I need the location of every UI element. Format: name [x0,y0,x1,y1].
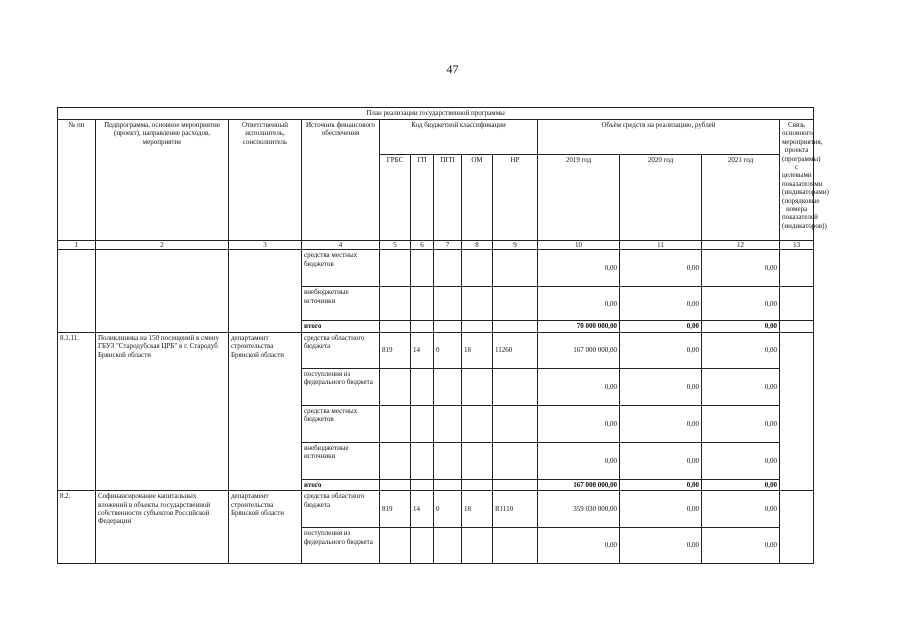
value-cell: 70 000 000,00 [538,321,620,332]
value-cell: 0,00 [538,250,620,287]
value-cell: 0,00 [538,368,620,405]
col-number: 7 [434,241,462,250]
header-2020: 2020 год [620,155,702,241]
row-responsible: департамент строительства Брянской области [229,491,302,564]
table-row [58,491,814,528]
col-number: 10 [538,241,620,250]
col-number: 3 [229,241,302,250]
header-num: № пп [58,120,96,241]
source-label: поступления из федерального бюджета [302,528,380,564]
header-gp: ГП [411,155,434,241]
code-grbs: 819 [380,491,411,528]
row-name: Поликлиника на 150 посещений в смену ГБУЗ "Стародубская ЦРБ" в г. Стародуб Брянской области [96,332,229,490]
value-cell: 0,00 [538,287,620,321]
value-cell: 0,00 [702,250,780,287]
value-cell: 0,00 [538,405,620,442]
row-number: 8.2. [58,491,96,564]
source-label: средства местных бюджетов [302,250,380,287]
value-cell: 0,00 [702,479,780,490]
value-cell: 0,00 [702,442,780,479]
code-om: 18 [462,332,493,368]
value-cell: 0,00 [538,528,620,564]
header-responsible: Ответственный исполнитель, соисполнитель [229,120,302,241]
code-pgp: 0 [434,332,462,368]
header-grbs: ГРБС [380,155,411,241]
header-sources: Источник финансового обеспечения [302,120,380,241]
code-pgp: 0 [434,491,462,528]
code-gp: 14 [411,332,434,368]
value-cell: 0,00 [702,332,780,368]
value-cell: 0,00 [620,368,702,405]
header-pgp: ПГП [434,155,462,241]
value-cell: 0,00 [702,368,780,405]
value-cell: 0,00 [702,321,780,332]
header-subprogram: Подпрограмма, основное мероприятие (проект), направление расходов, мероприятие [96,120,229,241]
value-cell: 167 000 000,00 [538,332,620,368]
row-number: 8.1.11. [58,332,96,490]
value-cell: 0,00 [702,405,780,442]
code-grbs: 819 [380,332,411,368]
source-label: итого [302,321,380,332]
value-cell: 0,00 [620,528,702,564]
table-row [58,250,814,287]
header-om: ОМ [462,155,493,241]
col-number: 11 [620,241,702,250]
value-cell: 0,00 [620,479,702,490]
value-cell: 0,00 [620,321,702,332]
code-om: 18 [462,491,493,528]
col-number: 12 [702,241,780,250]
col-number: 9 [493,241,538,250]
source-label: средства областного бюджета [302,491,380,528]
source-label: поступления из федерального бюджета [302,368,380,405]
code-nr: 11260 [493,332,538,368]
col-number: 1 [58,241,96,250]
header-2021: 2021 год [702,155,780,241]
row-responsible: департамент строительства Брянской области [229,332,302,490]
source-label: средства местных бюджетов [302,405,380,442]
source-label: внебюджетные источники [302,287,380,321]
value-cell: 0,00 [620,442,702,479]
header-nr: НР [493,155,538,241]
value-cell: 359 030 000,00 [538,491,620,528]
table-title: План реализации государственной программы [58,108,814,120]
value-cell: 0,00 [620,250,702,287]
header-2019: 2019 год [538,155,620,241]
value-cell: 0,00 [702,491,780,528]
value-cell: 167 000 000,00 [538,479,620,490]
value-cell: 0,00 [702,528,780,564]
row-name: Софинансирование капитальных вложений в объекты государственной собственности субъектов Российской Федерации [96,491,229,564]
source-label: средства областного бюджета [302,332,380,368]
value-cell: 0,00 [538,442,620,479]
program-plan-table [57,107,829,564]
value-cell: 0,00 [620,332,702,368]
col-number: 13 [780,241,814,250]
col-number: 2 [96,241,229,250]
col-number: 5 [380,241,411,250]
col-number: 8 [462,241,493,250]
col-number: 4 [302,241,380,250]
col-number: 6 [411,241,434,250]
source-label: итого [302,479,380,490]
source-label: внебюджетные источники [302,442,380,479]
header-budget-code: Код бюджетной классификации [380,120,538,155]
code-gp: 14 [411,491,434,528]
value-cell: 0,00 [620,491,702,528]
value-cell: 0,00 [702,287,780,321]
code-nr: R1110 [493,491,538,528]
value-cell: 0,00 [620,405,702,442]
page-number: 47 [446,62,459,76]
table-row [58,332,814,368]
header-volume: Объём средств на реализацию, рублей [538,120,780,155]
header-link: Связь основного мероприятия, проекта (программы) с целевыми показателями (индикаторами) (порядковые номера показателей (индикаторов)) [780,120,814,241]
value-cell: 0,00 [620,287,702,321]
